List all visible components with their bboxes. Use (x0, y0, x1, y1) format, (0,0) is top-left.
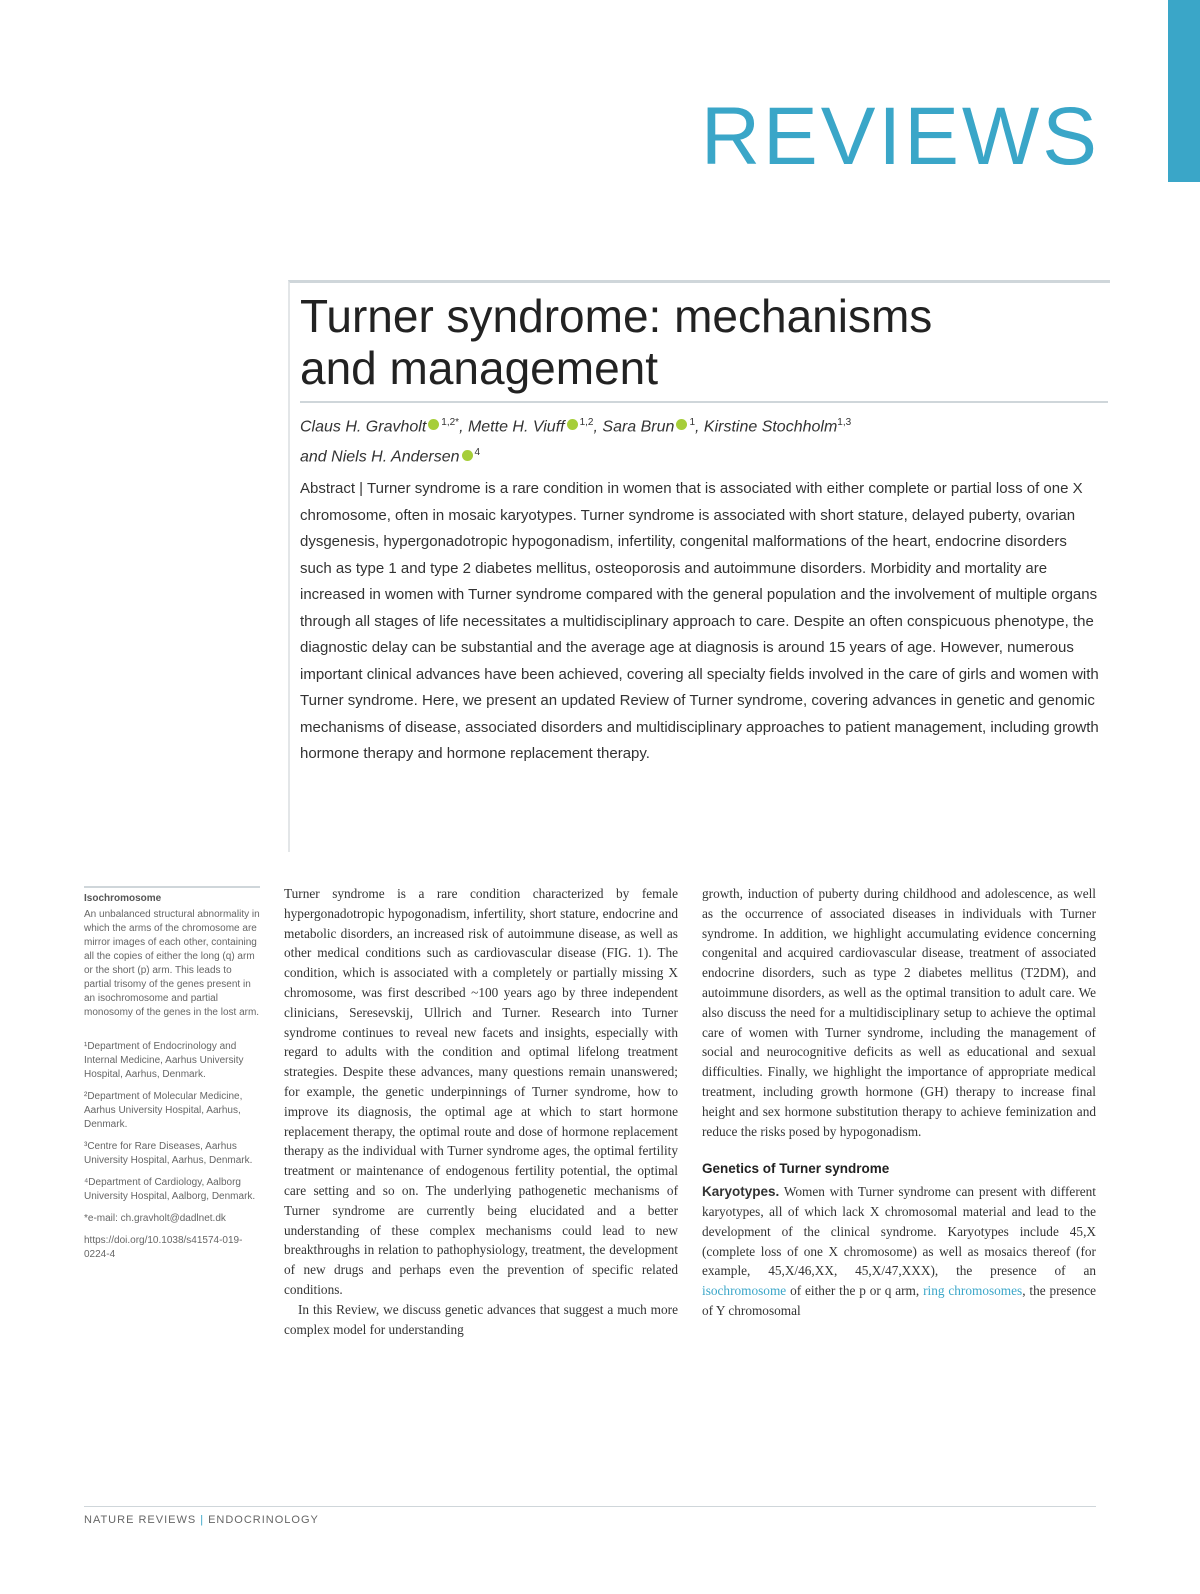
author-name[interactable]: Mette H. Viuff (467, 418, 565, 436)
glossary-term: Isochromosome (84, 893, 162, 904)
title-divider (300, 401, 1108, 403)
body-paragraph (702, 1182, 1096, 1321)
abstract (300, 476, 1100, 768)
orcid-icon[interactable] (676, 419, 687, 430)
sidebar-divider (84, 886, 260, 888)
author-affiliation: 4 (474, 447, 481, 459)
affiliation: ¹Department of Endocrinology and Internal Medicine, Aarhus University Hospital, Aarhus, Denmark. (84, 1041, 244, 1080)
glossary-link[interactable]: isochromosome (702, 1283, 787, 1299)
title-line-2: and management (300, 342, 659, 394)
corresponding-email[interactable]: *e-mail: ch.gravholt@dadlnet.dk (84, 1213, 226, 1224)
section-label: REVIEWS (700, 91, 1100, 182)
body-paragraph: In this Review, we discuss genetic advances that suggest a much more complex model for understanding (284, 1301, 678, 1337)
orcid-icon[interactable] (428, 419, 439, 430)
footer-subject: ENDOCRINOLOGY (208, 1514, 319, 1526)
footer-journal: NATURE REVIEWS (84, 1514, 197, 1526)
abstract-label: Abstract | (300, 480, 364, 497)
affiliation: ³Centre for Rare Diseases, Aarhus University Hospital, Aarhus, Denmark. (84, 1141, 253, 1166)
article-title (300, 290, 1100, 394)
author-list: Claus H. Gravholt $^{1,2*}$, Mette H. Viuff $^{1,2}$, Sara Brun $^1$, Kirstine Stochholm$^{1,3}$ and Niels H. Andersen $^4$ (300, 417, 852, 466)
subheading: Karyotypes. (702, 1184, 780, 1200)
affiliations (84, 1040, 260, 1262)
author-affiliation: 1 (689, 417, 695, 428)
author-name[interactable]: Niels H. Andersen (331, 448, 460, 466)
affiliation: ²Department of Molecular Medicine, Aarhus University Hospital, Aarhus, Denmark. (84, 1091, 243, 1130)
section-heading: Genetics of Turner syndrome (702, 1161, 890, 1177)
footer-separator: | (200, 1514, 205, 1526)
orcid-icon[interactable] (567, 419, 578, 430)
body-column-right (702, 884, 1096, 1321)
glossary-link[interactable]: ring chromosomes (923, 1283, 1023, 1299)
glossary-definition: An unbalanced structural abnormality in which the arms of the chromosome are mirror images of each other, containing all the copies of either the long (q) arm or the short (p) arm. This leads to partial trisomy of the genes present in an isochromosome and partial monosomy of the genes in the lost arm. (84, 909, 260, 1018)
author-joiner: and (300, 448, 327, 466)
title-line-1: Turner syndrome: mechanisms (300, 290, 933, 342)
page-footer (84, 1514, 319, 1526)
author-name[interactable]: Kirstine Stochholm (703, 418, 838, 436)
author-affiliation: 1,2 (579, 417, 594, 428)
author-name[interactable]: Claus H. Gravholt (300, 418, 427, 436)
body-text: of either the p or q arm, (790, 1283, 920, 1299)
author-affiliation: 1,3 (837, 417, 852, 428)
affiliation: ⁴Department of Cardiology, Aalborg University Hospital, Aalborg, Denmark. (84, 1177, 256, 1202)
body-paragraph: growth, induction of puberty during childhood and adolescence, as well as the occurrence of associated diseases in individuals with Turner syndrome. In addition, we highlight accumulating evidence concerning congenital and acquired cardiovascular disease, treatment of associated endocrine disorders, such as type 2 diabetes mellitus (T2DM), and autoimmune disorders, as well as the optimal transition to adult care. We also discuss the need for a multidisciplinary setup to achieve the optimal care of women with Turner syndrome, including the management of social and neurocognitive deficits as well as educational and sexual difficulties. Finally, we highlight the importance of appropriate medical treatment, including growth hormone (GH) therapy to increase final height and sex hormone substitution therapy to achieve feminization and reduce the risks posed by hypogonadism. (702, 886, 1096, 1139)
margin-sidebar (84, 886, 260, 1270)
footer-divider (84, 1506, 1096, 1507)
doi-link[interactable]: https://doi.org/10.1038/s41574-019-0224-4 (84, 1235, 243, 1260)
author-name[interactable]: Sara Brun (602, 418, 675, 436)
body-column-left (284, 884, 678, 1339)
body-text: Women with Turner syndrome can present with different karyotypes, all of which lack X chromosomal material and lead to the development of the clinical syndrome. Karyotypes include 45,X (complete loss of one X chromosome) as well as mosaics thereof (for example, 45,X/46,XX, 45,X/47,XXX), the presence of an (702, 1184, 1096, 1279)
section-color-bar (1168, 0, 1200, 182)
author-affiliation: 1,2* (441, 417, 460, 428)
orcid-icon[interactable] (462, 450, 473, 461)
abstract-text: Turner syndrome is a rare condition in women that is associated with either complete or partial loss of one X chromosome, often in mosaic karyotypes. Turner syndrome is associated with short stature, delayed puberty, ovarian dysgenesis, hypergonadotropic hypogonadism, infertility, congenital malformations of the heart, endocrine disorders such as type 1 and type 2 diabetes mellitus, osteoporosis and autoimmune disorders. Morbidity and mortality are increased in women with Turner syndrome compared with the general population and the involvement of multiple organs through all stages of life necessitates a multidisciplinary approach to care. Despite an often conspicuous phenotype, the diagnostic delay can be substantial and the average age at diagnosis is around 15 years of age. However, numerous important clinical advances have been achieved, covering all specialty fields involved in the care of girls and women with Turner syndrome. Here, we present an updated Review of Turner syndrome, covering advances in genetic and genomic mechanisms of disease, associated disorders and multidisciplinary approaches to patient management, including growth hormone therapy and hormone replacement therapy. (300, 480, 1099, 762)
body-paragraph: Turner syndrome is a rare condition characterized by female hypergonadotropic hypogonadism, infertility, short stature, endocrine and metabolic disorders, an increased risk of autoimmune disease, as well as other medical conditions such as cardiovascular disease (FIG. 1). The condition, which is associated with a completely or partially missing X chromosome, was first described ~100 years ago by three independent clinicians, Seresevskij, Ullrich and Turner. Research into Turner syndrome continues to reveal new facets and insights, especially with regard to adults with the condition and optimal lifelong treatment strategies. Despite these advances, many questions remain unanswered; for example, the genetic underpinnings of Turner syndrome, how to improve its diagnosis, the optimal age at which to start hormone replacement therapy, the optimal route and dose of hormone replacement therapy as the individual with Turner syndrome ages, the optimal fertility treatment or maintenance of endogenous fertility potential, the optimal care setting and so on. The underlying pathogenetic mechanisms of Turner syndrome are currently being elucidated and a better understanding of these complex mechanisms could lead to new breakthroughs in relation to pathophysiology, treatment, the development of new drugs and perhaps even the prevention of specific related conditions. (284, 886, 678, 1297)
body-text: , the presence of Y chromosomal (702, 1283, 1097, 1318)
